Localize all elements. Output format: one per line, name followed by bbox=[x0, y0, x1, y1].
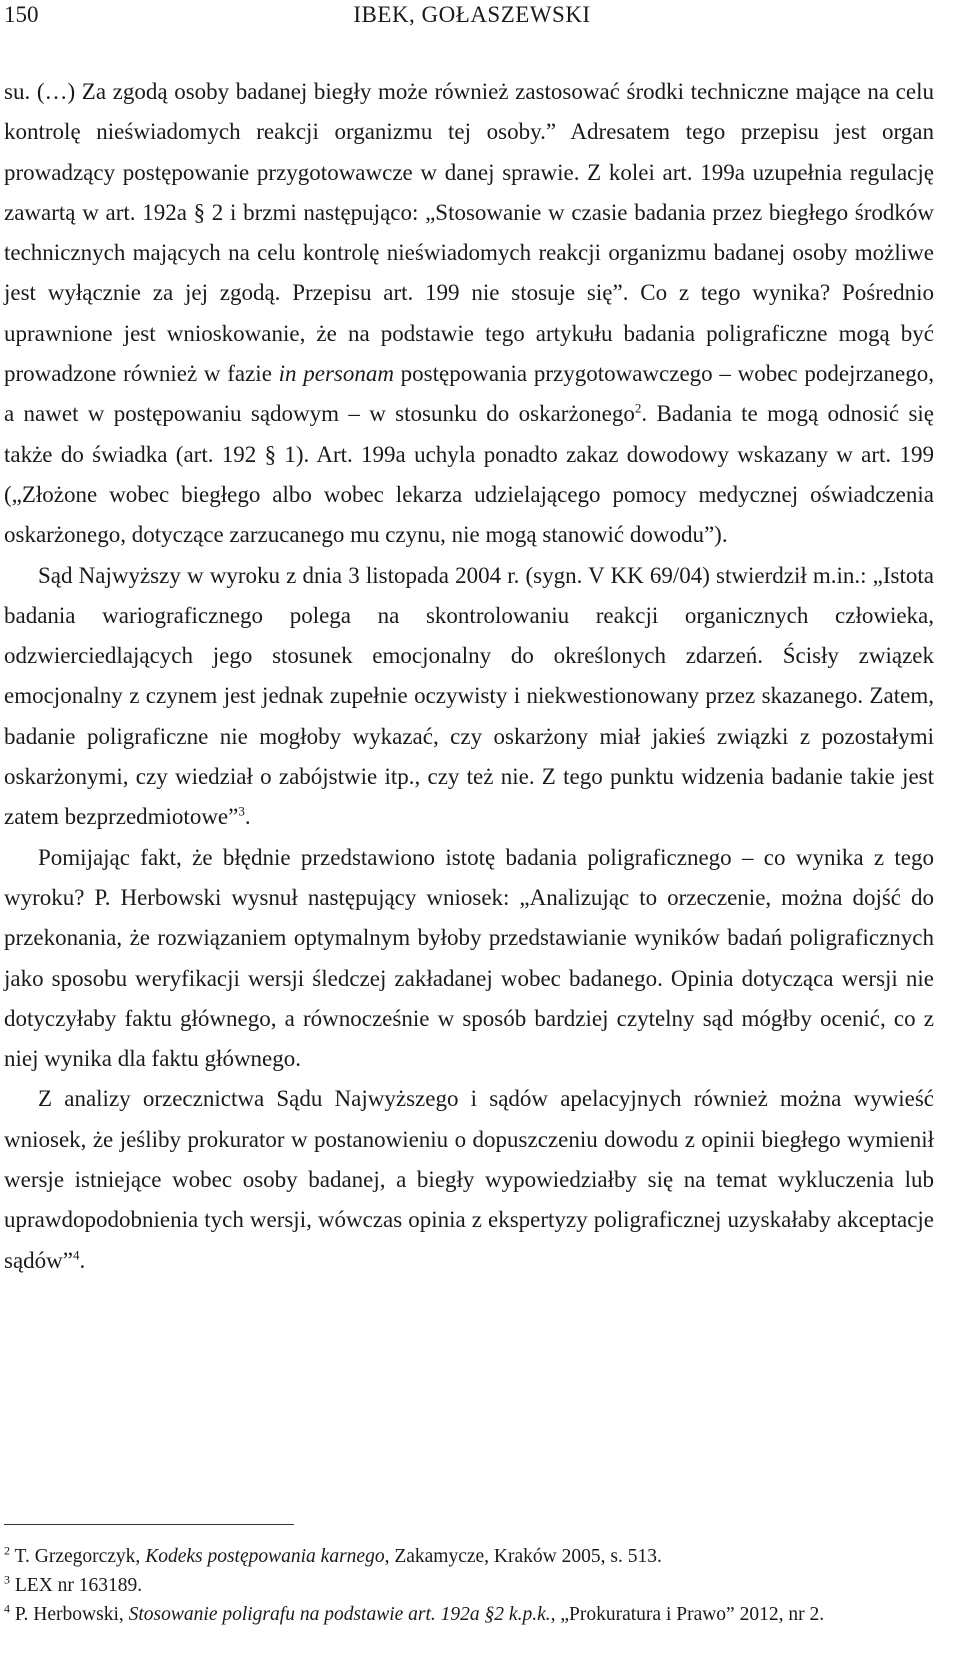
running-head bbox=[4, 2, 940, 36]
footnote-ref: 3 bbox=[4, 1572, 10, 1587]
text-run: Pomijając fakt, że błędnie przedstawiono istotę badania poligraficznego – co wynika z tego wyroku? P. Herbowski wysnuł następujący wniosek: „Analizując to orzeczenie, można dojść do przekonania, że rozwiązaniem optymalnym byłoby przedstawianie wyników badań poligraficznych jako sposobu weryfikacji wersji śledczej zakładanej wobec badanego. Opinia dotycząca wersji nie dotyczyłaby faktu głównego, a równocześnie w sposób bardziej czytelny sąd mógłby ocenić, co z niej wynika dla faktu głównego. bbox=[4, 844, 934, 1072]
paragraph bbox=[4, 72, 934, 556]
text-run: , Zakamycze, Kraków 2005, s. 513. bbox=[384, 1546, 662, 1567]
italic-text: Stosowanie poligrafu na podstawie art. 192a §2 k.p.k. bbox=[128, 1604, 551, 1625]
text-run: T. Grzegorczyk, bbox=[10, 1546, 146, 1567]
footnote-ref: 2 bbox=[634, 400, 642, 416]
text-run: Z analizy orzecznictwa Sądu Najwyższego i sądów apelacyjnych również można wywieść wniosek, że jeśliby prokurator w postanowieniu o dopuszczeniu dowodu z opinii biegłego wymienił wersje istniejące wobec osoby badanej, a biegły wypowiedziałby się na temat wykluczenia lub uprawdopodobnienia tych wersji, wówczas opinia z ekspertyzy poligraficznej uzyskałaby akceptacje sądów” bbox=[4, 1086, 934, 1273]
text-run: P. Herbowski, bbox=[10, 1604, 129, 1625]
footnote-ref: 2 bbox=[4, 1543, 10, 1558]
footnote-separator bbox=[4, 1524, 294, 1525]
text-run: Sąd Najwyższy w wyroku z dnia 3 listopada 2004 r. (sygn. V KK 69/04) stwierdził m.in.: „Istota badania wariograficznego polega na skontrolowaniu reakcji organicznych człowieka, odzwierciedlających jego stosunek emocjonalny do określonych zdarzeń. Ścisły związek emocjonalny z czynem jest jednak zupełnie oczywisty i niekwestionowany przez skazanego. Zatem, badanie poligraficzne nie mogłoby wykazać, czy oskarżony miał jakieś związki z pozostałymi oskarżonymi, czy wiedział o zabójstwie itp., czy też nie. Z tego punktu widzenia badanie takie jest zatem bezprzedmiotowe” bbox=[4, 562, 934, 830]
footnote-ref: 4 bbox=[72, 1246, 80, 1262]
footnote-ref: 3 bbox=[238, 803, 245, 819]
footnote bbox=[4, 1571, 934, 1600]
footnote bbox=[4, 1542, 934, 1571]
text-run: , „Prokuratura i Prawo” 2012, nr 2. bbox=[550, 1604, 825, 1625]
page-number: 150 bbox=[4, 2, 39, 27]
paragraph bbox=[4, 838, 934, 1080]
paragraph bbox=[4, 556, 934, 838]
text-run: LEX nr 163189. bbox=[10, 1575, 143, 1596]
footnotes bbox=[4, 1542, 934, 1629]
text-run: postępowania przygotowawczego – wobec podejrzanego, a nawet w postępowaniu sądowym – w stosunku do oskarżonego bbox=[4, 361, 934, 427]
text-run: . bbox=[79, 1247, 86, 1273]
footnote-ref: 4 bbox=[4, 1601, 10, 1616]
text-run: su. (…) Za zgodą osoby badanej biegły może również zastosować środki techniczne mające na celu kontrolę nieświadomych reakcji organizmu tej osoby.” Adresatem tego przepisu jest organ prowadzący postępowanie przygotowawcze w danej sprawie. Z kolei art. 199a uzupełnia regulację zawartą w art. 192a § 2 i brzmi następująco: „Stosowanie w czasie badania przez biegłego środków technicznych mających na celu kontrolę nieświadomych reakcji organizmu badanej osoby możliwe jest wyłącznie za jej zgodą. Przepisu art. 199 nie stosuje się”. Co z tego wynika? Pośrednio uprawnione jest wnioskowanie, że na podstawie tego artykułu badania poligraficzne mogą być prowadzone również w fazie bbox=[4, 79, 934, 387]
text-run: . Badania te mogą odnosić się także do świadka (art. 192 § 1). Art. 199a uchyla ponadto zakaz dowodowy wskazany w art. 199 („Złożone wobec biegłego albo wobec lekarza udzielającego pomocy medycznej oświadczenia oskarżonego, dotyczące zarzucanego mu czynu, nie mogą stanowić dowodu”). bbox=[4, 401, 934, 548]
footnote bbox=[4, 1600, 934, 1629]
italic-text: Kodeks postępowania karnego bbox=[145, 1546, 385, 1567]
paragraph bbox=[4, 1079, 934, 1280]
running-title: IBEK, GOŁASZEWSKI bbox=[353, 2, 591, 27]
text-run: . bbox=[244, 804, 251, 830]
italic-text: in personam bbox=[278, 361, 394, 387]
body-text bbox=[4, 72, 934, 1281]
